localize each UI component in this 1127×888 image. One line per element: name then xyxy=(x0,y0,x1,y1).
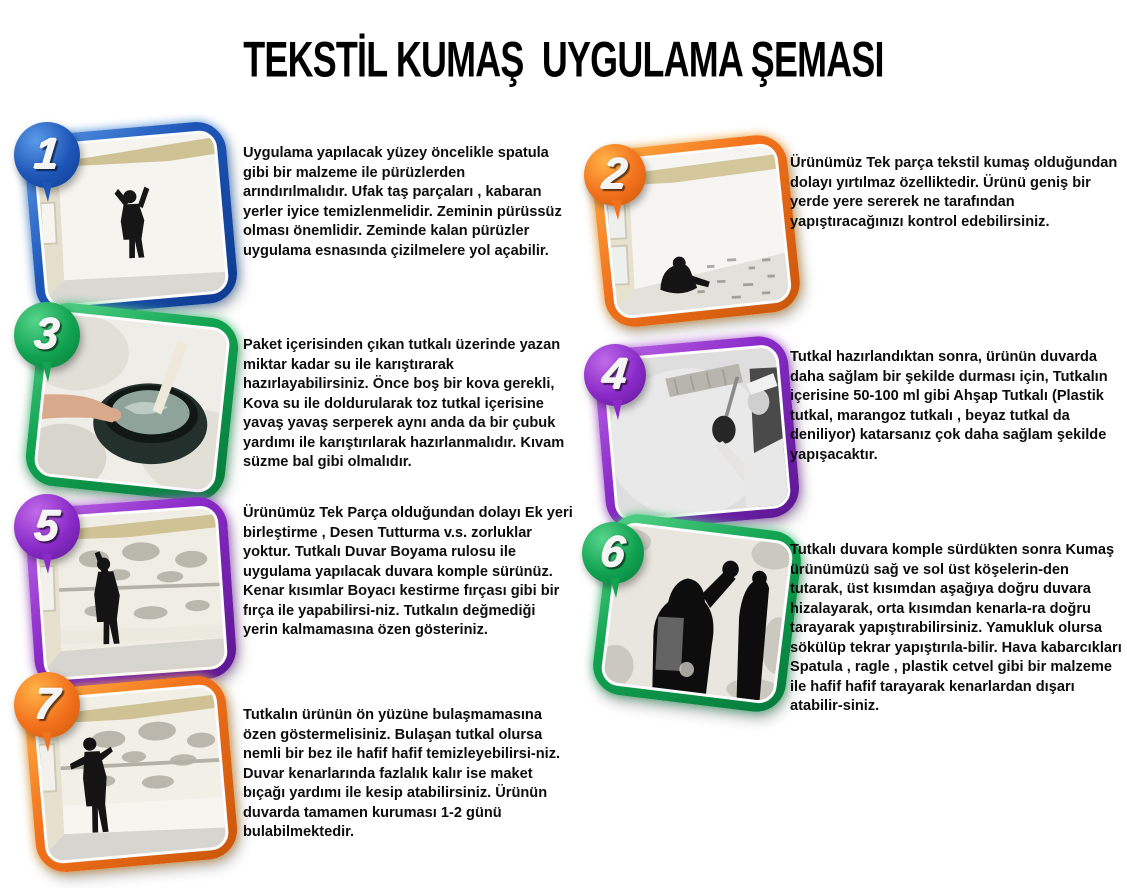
step-3-description: Paket içerisinden çıkan tutkalı üzerinde yazan miktar kadar su ile karıştırarak hazırlayabilirsiniz. Önce boş bir kova gerekli, Kova su ile doldurularak toz tutkal içerisine yavaş yavaş serperek aynı anda da bir çubuk yardımı ile karıştırılarak hazırlanmalıdır. Kıvam süzme bal gibi olmalıdır. xyxy=(243,337,565,471)
step-1-description: Uygulama yapılacak yüzey öncelikle spatula gibi bir malzeme ile pürüzlerden arındırılmalıdır. Ufak taş parçaları , kabaran yerler iyice temizlenmelidir. Zeminin pürüssüz olması önemlidir. Zeminde kalan pürüzler uygulama esnasında çizilmelere yol açabilir. xyxy=(243,145,562,259)
page-title: TEKSTİL KUMAŞ UYGULAMA ŞEMASI xyxy=(243,31,884,88)
step-2-artwork xyxy=(556,128,796,326)
step-5-number: 5 xyxy=(32,502,62,551)
step-3-number: 3 xyxy=(32,310,62,359)
step-5-number-badge xyxy=(14,494,80,560)
step-4-artwork xyxy=(556,326,796,532)
step-7-artwork xyxy=(10,668,238,874)
step-4-number-badge xyxy=(584,344,646,406)
step-2-number-badge xyxy=(584,144,646,206)
step-6-number-badge xyxy=(582,522,644,584)
step-6-artwork xyxy=(556,506,796,712)
step-2-description: Ürünümüz Tek parça tekstil kumaş olduğundan dolayı yırtılmaz özelliktedir. Ürünü geniş bir yerde yere sererek ne tarafından yapıştıracağınızı kontrol edebilirsiniz. xyxy=(790,155,1118,230)
step-4-number: 4 xyxy=(600,350,630,399)
step-7-number: 7 xyxy=(32,680,62,729)
step-5-artwork xyxy=(10,490,238,692)
step-5-description: Ürünümüz Tek Parça olduğundan dolayı Ek yeri birleştirme , Desen Tutturma v.s. zorluklar yoktur. Tutkalı Duvar Boyama rulosu ile uygulama yapılacak duvara komple sürünüz. Kenar kısımlar Boyacı kestirme fırçası gibi bir fırça ile yapabilirsi-niz. Tutkalın değmediği yerin kalmamasına özen gösteriniz. xyxy=(243,505,573,639)
step-1-number: 1 xyxy=(32,130,62,179)
step-4-description: Tutkal hazırlandıktan sonra, ürünün duvarda daha sağlam bir şekilde durması için, Tutkalın içerisine 50-100 ml gibi Ahşap Tutkalı (Plastik tutkal, marangoz tutkalı , beyaz tutkal da deniliyor) katarsanız çok daha sağlam şekilde yapışacaktır. xyxy=(790,349,1108,463)
step-3-number-badge xyxy=(14,302,80,368)
step-3-artwork xyxy=(10,298,238,504)
step-6-description: Tutkalı duvara komple sürdükten sonra Kumaş ürünümüzü sağ ve sol üst köşelerin-den tutarak, üst kısımdan aşağıya doğru duvara hizalayarak, orta kısımdan kenarla-ra doğru tarayarak yapıştırabilirsiniz. Yamukluk olursa sökülüp tekrar yapıştırıla-bilir. Hava kabarcıkları Spatula , ragle , plastik cetvel gibi bir malzeme ile hafif hafif tarayarak kenarlardan dışarı atabilir-siniz. xyxy=(790,542,1122,715)
step-7-description: Tutkalın ürünün ön yüzüne bulaşmamasına özen göstermelisiniz. Bulaşan tutkal olursa nemli bir bez ile hafif hafif temizleyebilirsi-niz. Duvar kenarlarında fazlalık kalır ise maket bıçağı yardımı ile kesip atabilirsiniz. Ürünün duvarda tamamen kuruması 1-2 günü bulabilmektedir. xyxy=(243,707,561,841)
step-2-number: 2 xyxy=(600,150,630,199)
step-6-number: 6 xyxy=(598,528,628,577)
step-7-number-badge xyxy=(14,672,80,738)
step-1-artwork xyxy=(10,118,238,314)
step-1-number-badge xyxy=(14,122,80,188)
